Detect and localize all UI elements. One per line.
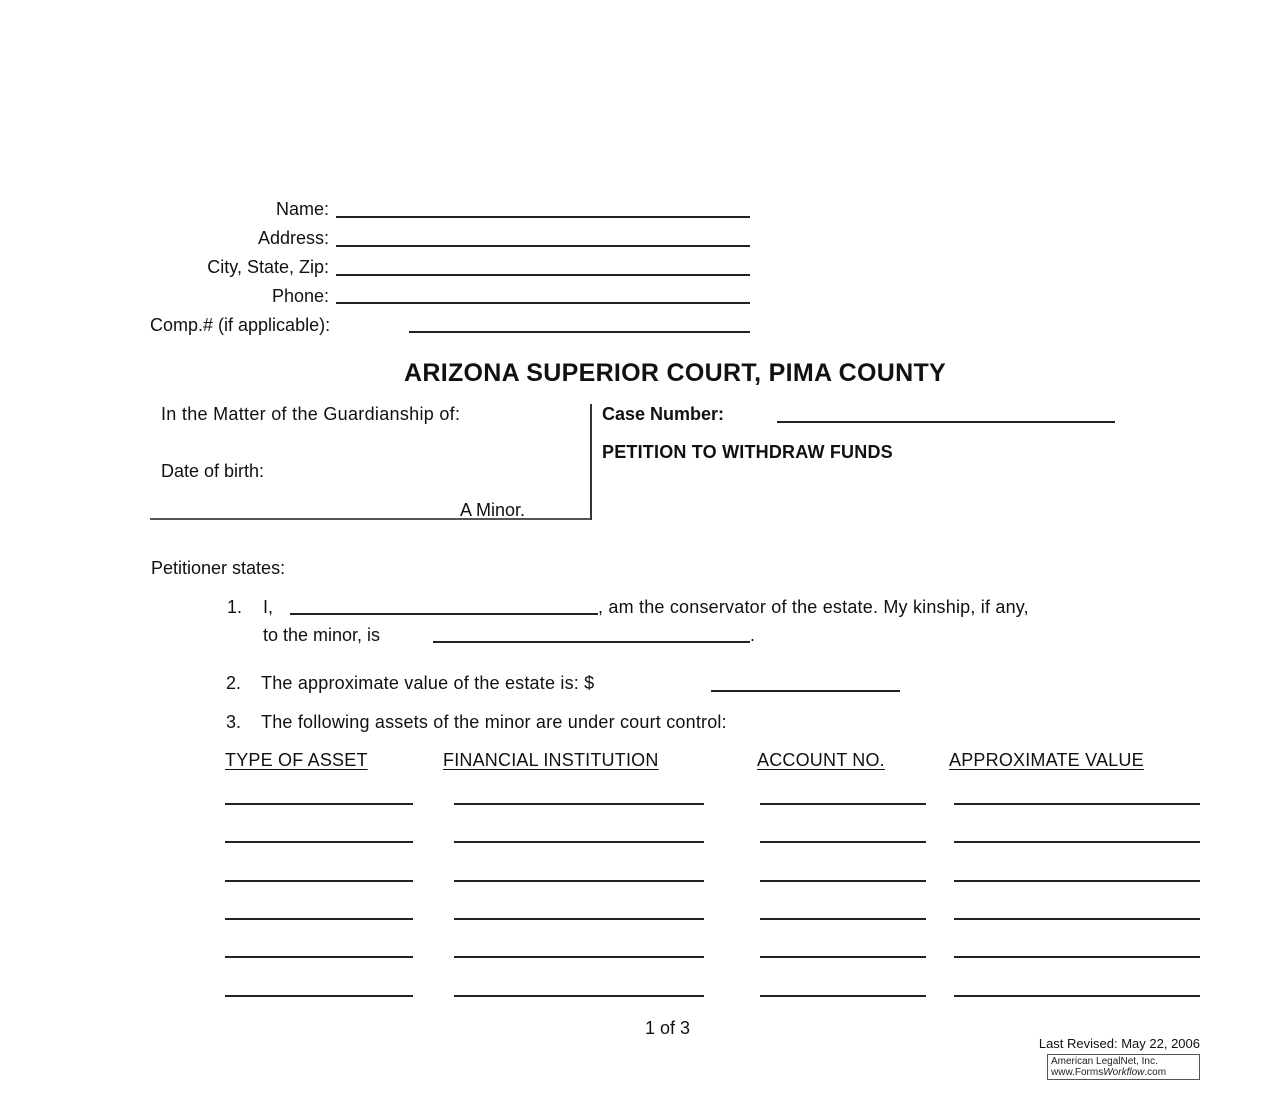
approximate-value-field[interactable] [954, 880, 1200, 882]
comp-number-label: Comp.# (if applicable): [150, 315, 331, 335]
approximate-value-field[interactable] [954, 841, 1200, 843]
type-of-asset-field[interactable] [225, 956, 413, 958]
caption-divider [590, 404, 592, 520]
estate-value-field[interactable] [711, 690, 900, 692]
comp-number-field[interactable] [409, 331, 750, 333]
financial-institution-field[interactable] [454, 956, 704, 958]
brand-url-suffix: .com [1144, 1067, 1167, 1078]
account-no-field[interactable] [760, 918, 926, 920]
type-of-asset-field[interactable] [225, 803, 413, 805]
account-no-field[interactable] [760, 956, 926, 958]
financial-institution-field[interactable] [454, 880, 704, 882]
approximate-value-field[interactable] [954, 803, 1200, 805]
name-label: Name: [275, 199, 329, 219]
account-no-field[interactable] [760, 803, 926, 805]
column-header-financial-institution: FINANCIAL INSTITUTION [443, 750, 659, 770]
item-3-number: 3. [226, 712, 242, 732]
phone-field[interactable] [336, 302, 750, 304]
column-header-type-of-asset: TYPE OF ASSET [225, 750, 368, 770]
item-2-number: 2. [226, 673, 242, 693]
type-of-asset-field[interactable] [225, 880, 413, 882]
case-number-label: Case Number: [602, 404, 725, 424]
kinship-field[interactable] [433, 641, 750, 643]
item-1-suffix: . [750, 625, 756, 645]
item-3-text: The following assets of the minor are under court control: [261, 712, 727, 732]
column-header-approximate-value: APPROXIMATE VALUE [949, 750, 1144, 770]
brand-box [1047, 1054, 1200, 1080]
item-1-number: 1. [227, 597, 243, 617]
financial-institution-field[interactable] [454, 918, 704, 920]
conservator-name-field[interactable] [290, 613, 598, 615]
address-field[interactable] [336, 245, 750, 247]
caption-bottom-rule [150, 518, 591, 520]
case-number-field[interactable] [777, 421, 1115, 423]
type-of-asset-field[interactable] [225, 841, 413, 843]
account-no-field[interactable] [760, 995, 926, 997]
page-indicator: 1 of 3 [645, 1018, 691, 1038]
approximate-value-field[interactable] [954, 995, 1200, 997]
brand-url[interactable] [1051, 1067, 1196, 1078]
brand-url-italic: Workflow [1103, 1067, 1145, 1078]
column-header-account-no: ACCOUNT NO. [757, 750, 885, 770]
document-title: PETITION TO WITHDRAW FUNDS [602, 442, 893, 462]
dob-label: Date of birth: [161, 461, 265, 481]
financial-institution-field[interactable] [454, 803, 704, 805]
city-state-zip-field[interactable] [336, 274, 750, 276]
last-revised: Last Revised: May 22, 2006 [1038, 1036, 1200, 1051]
phone-label: Phone: [271, 286, 329, 306]
brand-url-prefix: www.Forms [1051, 1067, 1104, 1078]
approximate-value-field[interactable] [954, 918, 1200, 920]
financial-institution-field[interactable] [454, 995, 704, 997]
type-of-asset-field[interactable] [225, 918, 413, 920]
name-field[interactable] [336, 216, 750, 218]
item-1-prefix: I, [263, 597, 274, 617]
financial-institution-field[interactable] [454, 841, 704, 843]
approximate-value-field[interactable] [954, 956, 1200, 958]
item-1-text: , am the conservator of the estate. My kinship, if any, [598, 597, 1029, 617]
petitioner-states: Petitioner states: [151, 558, 286, 578]
account-no-field[interactable] [760, 880, 926, 882]
account-no-field[interactable] [760, 841, 926, 843]
minor-label: A Minor. [460, 500, 526, 520]
matter-label: In the Matter of the Guardianship of: [161, 404, 461, 424]
type-of-asset-field[interactable] [225, 995, 413, 997]
item-2-text: The approximate value of the estate is: $ [261, 673, 595, 693]
brand-name: American LegalNet, Inc. [1051, 1056, 1158, 1067]
address-label: Address: [257, 228, 329, 248]
item-1-line2-prefix: to the minor, is [263, 625, 381, 645]
court-title: ARIZONA SUPERIOR COURT, PIMA COUNTY [404, 359, 946, 387]
city-state-zip-label: City, State, Zip: [207, 257, 329, 277]
